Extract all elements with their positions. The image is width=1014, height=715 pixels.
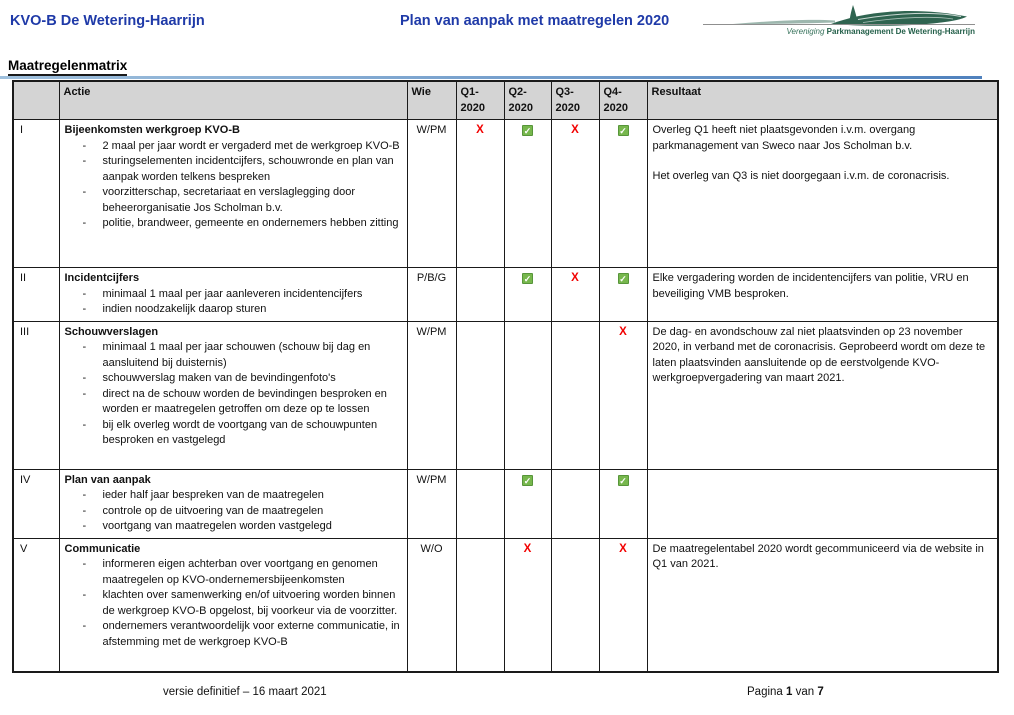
- actie-bullets: [65, 488, 402, 535]
- col-header-q3: Q3-2020: [551, 81, 599, 120]
- q4-status: [599, 268, 647, 322]
- col-header-q2: Q2-2020: [504, 81, 551, 120]
- header-rule: [0, 76, 982, 79]
- q3-status: [551, 268, 599, 322]
- row-number: II: [13, 268, 59, 322]
- col-header-resultaat: Resultaat: [647, 81, 998, 120]
- resultaat-paragraph: Overleg Q1 heeft niet plaatsgevonden i.v.m. overgang parkmanagement van Sweco naar Jos Scholman b.v.: [652, 124, 916, 152]
- table-row: [13, 120, 998, 268]
- cross-icon: X: [523, 542, 532, 555]
- document-title-center: Plan van aanpak met maatregelen 2020: [400, 13, 670, 29]
- actie-cell: [59, 120, 407, 268]
- bullet-item: - voorzitterschap, secretariaat en verslaglegging door beheerorganisatie Jos Scholman b.v.: [79, 185, 402, 216]
- cross-icon: X: [571, 124, 579, 136]
- resultaat-cell: [647, 120, 998, 268]
- q2-status: [504, 321, 551, 469]
- bullet-item: - politie, brandweer, gemeente en ondernemers hebben zitting: [79, 216, 402, 232]
- check-icon: ✓: [619, 274, 627, 284]
- check-icon: ✓: [523, 475, 532, 486]
- bullet-item: - bij elk overleg wordt de voortgang van de schouwpunten besproken en vastgelegd: [79, 418, 402, 449]
- footer-page-label: Pagina: [747, 686, 783, 698]
- wie-cell: P/B/G: [407, 268, 456, 322]
- bullet-item: - sturingselementen incidentcijfers, schouwronde en plan van aanpak worden telkens bespreken: [79, 154, 402, 185]
- resultaat-cell: [647, 268, 998, 322]
- logo-divider: [703, 24, 975, 25]
- q1-status: [456, 268, 504, 322]
- actie-bullets: [65, 139, 402, 232]
- q2-status: [504, 120, 551, 268]
- logo-caption: [703, 27, 975, 36]
- resultaat-paragraph: Elke vergadering worden de incidentencijfers van politie, VRU en beveiliging VMB besproken.: [652, 272, 969, 300]
- resultaat-paragraph: Het overleg van Q3 is niet doorgegaan i.v.m. de coronacrisis.: [652, 170, 950, 182]
- actie-bullets: [65, 340, 402, 449]
- cross-icon: X: [619, 542, 627, 555]
- bullet-item: - schouwverslag maken van de bevindingenfoto's: [79, 371, 402, 387]
- bullet-item: - ondernemers verantwoordelijk voor externe communicatie, in afstemming met de werkgroep KVO-B: [79, 619, 402, 650]
- actie-title: Schouwverslagen: [64, 325, 159, 338]
- q1-status: [456, 469, 504, 538]
- check-icon: ✓: [523, 126, 532, 136]
- row-number: V: [13, 538, 59, 672]
- resultaat-paragraph: De maatregelentabel 2020 wordt gecommuniceerd via de website in Q1 van 2021.: [652, 542, 984, 570]
- actie-title: Incidentcijfers: [64, 272, 140, 284]
- table-row: [13, 268, 998, 322]
- footer-page-total: 7: [817, 686, 824, 698]
- actie-cell: [59, 538, 407, 672]
- bullet-item: - direct na de schouw worden de bevindingen besproken en worden er maatregelen getroffen om deze op te lossen: [79, 387, 402, 418]
- bullet-item: - klachten over samenwerking en/of uitvoering worden binnen de werkgroep KVO-B opgelost, bij voorkeur via de voorzitter.: [79, 588, 402, 619]
- row-number: IV: [13, 469, 59, 538]
- actie-cell: [59, 321, 407, 469]
- col-header-q4: Q4-2020: [599, 81, 647, 120]
- q4-status: [599, 538, 647, 672]
- q4-status: [599, 469, 647, 538]
- check-icon: ✓: [523, 274, 532, 284]
- col-header-wie: Wie: [407, 81, 456, 120]
- actie-cell: [59, 469, 407, 538]
- footer-version: versie definitief – 16 maart 2021: [163, 686, 327, 698]
- q2-status: [504, 268, 551, 322]
- q4-status: [599, 120, 647, 268]
- check-icon: ✓: [619, 126, 627, 136]
- row-number: I: [13, 120, 59, 268]
- actie-bullets: [65, 557, 402, 650]
- actie-cell: [59, 268, 407, 322]
- section-title: Maatregelenmatrix: [8, 58, 127, 73]
- bullet-item: - controle op de uitvoering van de maatregelen: [79, 504, 402, 520]
- q2-status: [504, 538, 551, 672]
- actie-title: Bijeenkomsten werkgroep KVO-B: [64, 124, 240, 136]
- resultaat-cell: [647, 538, 998, 672]
- cross-icon: X: [476, 124, 484, 136]
- q1-status: [456, 538, 504, 672]
- resultaat-cell: [647, 469, 998, 538]
- actie-bullets: [65, 287, 402, 318]
- bullet-item: - indien noodzakelijk daarop sturen: [79, 302, 402, 318]
- q3-status: [551, 469, 599, 538]
- bullet-item: - ieder half jaar bespreken van de maatregelen: [79, 488, 402, 504]
- resultaat-paragraph: De dag- en avondschouw zal niet plaatsvinden op 23 november 2020, in verband met de coronacrisis. Geprobeerd wordt om deze te laten plaatsvinden aansluitende op de eerstvolgende KVO-werkgroepvergadering van maart 2021.: [652, 325, 986, 384]
- q1-status: [456, 120, 504, 268]
- bullet-item: - 2 maal per jaar wordt er vergaderd met de werkgroep KVO-B: [79, 139, 402, 155]
- cross-icon: X: [571, 272, 579, 284]
- cross-icon: X: [619, 325, 627, 338]
- footer-page-number: [747, 686, 824, 698]
- q3-status: [551, 538, 599, 672]
- table-row: [13, 321, 998, 469]
- document-title-left: KVO-B De Wetering-Haarrijn: [10, 13, 205, 29]
- footer-page-current: 1: [786, 686, 793, 698]
- logo-caption-name: Parkmanagement De Wetering-Haarrijn: [826, 27, 975, 36]
- wie-cell: W/PM: [407, 321, 456, 469]
- table-row: [13, 538, 998, 672]
- resultaat-cell: [647, 321, 998, 469]
- bullet-item: - informeren eigen achterban over voortgang en genomen maatregelen op KVO-ondernemersbijeenkomsten: [79, 557, 402, 588]
- q3-status: [551, 120, 599, 268]
- col-header-actie: Actie: [59, 81, 407, 120]
- actie-title: Plan van aanpak: [64, 473, 151, 486]
- q2-status: [504, 469, 551, 538]
- bullet-item: - minimaal 1 maal per jaar schouwen (schouw bij dag en aansluitend bij duisternis): [79, 340, 402, 371]
- table-row: [13, 469, 998, 538]
- logo-caption-prefix: Vereniging: [786, 27, 825, 36]
- table-header-row: [13, 81, 998, 120]
- wie-cell: W/PM: [407, 120, 456, 268]
- q4-status: [599, 321, 647, 469]
- wie-cell: W/PM: [407, 469, 456, 538]
- row-number: III: [13, 321, 59, 469]
- maatregelenmatrix-table: [12, 80, 999, 673]
- bullet-item: - minimaal 1 maal per jaar aanleveren incidentencijfers: [79, 287, 402, 303]
- footer-page-of-label: van: [795, 686, 815, 698]
- org-logo: [703, 3, 975, 43]
- bullet-item: - voortgang van maatregelen worden vastgelegd: [79, 519, 402, 535]
- col-header-num: [13, 81, 59, 120]
- q1-status: [456, 321, 504, 469]
- wie-cell: W/O: [407, 538, 456, 672]
- check-icon: ✓: [619, 475, 627, 486]
- col-header-q1: Q1-2020: [456, 81, 504, 120]
- actie-title: Communicatie: [64, 542, 141, 555]
- q3-status: [551, 321, 599, 469]
